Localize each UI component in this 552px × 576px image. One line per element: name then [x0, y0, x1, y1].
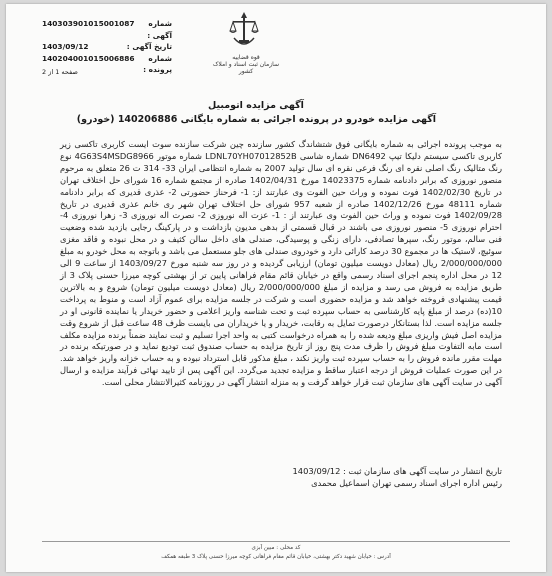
publish-date-line: تاریخ انتشار در سایت آگهی های سازمان ثبت : 1403/09/12	[292, 466, 502, 476]
meta-row-notice-number	[42, 18, 172, 41]
meta-label: تاریخ آگهی :	[126, 42, 172, 52]
signature-block	[256, 465, 502, 489]
meta-row-notice-date	[42, 41, 172, 53]
page-number: صفحه 1 از 2	[42, 68, 78, 76]
org-line-judiciary: قوه قضاییه	[232, 54, 260, 61]
footer	[42, 544, 510, 562]
meta-value: 1403/09/12	[42, 42, 89, 52]
judiciary-emblem-icon	[229, 10, 259, 50]
document-subtitle: آگهی مزایده خودرو در پرونده اجرائی به شماره بایگانی 140206886 (خودرو)	[76, 114, 436, 125]
notice-body-paragraph: به موجب پرونده اجرائی به شماره بایگانی فوق شتشاندگ کشور سازنده چین شرکت سازنده سوت ایست کاربری تاکسی زیر کاربری تاکسی سیستم دلیکا تیپ DN6492 شماره شاسی LDNL70YH07012852B شماره موتور 4G63S4MSDG8966 نوع رنگ متالیک رنگ اصلی نقره ای رنگ فرعی نقره ای سال تولید 2007 به شماره انتظامی ایران 33- 314 ت 26 متعلق به مرحوم منصور نوروزی که برابر دادنامه شماره 14023375 مورخ 1402/04/31 صادره از مجتمع شماره 16 شورای حل اختلاف تهران در تاریخ 1402/02/30 فوت نموده و وراث حین الفوت وی عبارتند از: 1- فرحناز حضورتی 2- عذری قدیری که برابر دادنامه شماره 48111 مورخ 1402/12/26 صادره از شعبه 957 شورای حل اختلاف تهران شهر ری خانم عذری قدیری در تاریخ 1402/09/28 فوت نموده و وراث حین الفوت وی عبارتند از : 1- عزت اله نوروزی 2- نصرت اله نوروزی 3- زهرا نوروزی 4- احترام نوروزی 5- منصور نوروزی می باشند در قبال قسمتی از بدهی مدیون بازداشت و در پارکینگ رجایی بازدید شده وضعیت فنی سالم، موتور رنگ، سپرها تصادفی، دارای زنگی و پوسیدگی، صندلی های داخل سالن کثیف و در محل نبوده و فاقد مغزی سوئیچ، لاستیک ها در مجموع 30 درصد کارائی دارد و خودروی صندلی های جلو مستعمل می باشد و باتوجه به محل خودرو به مبلغ 2/000/000/000 ریال (معادل دویست میلیون تومان) ارزیابی گردیده و در روز سه شنبه مورخ 1403/09/27 از ساعت 9 الی 12 در محل اداره پنجم اجرای اسناد رسمی واقع در خیابان قائم مقام فراهانی پایین تر از بهشتی کوچه میرزا حسنی پلاک 3 از طریق مزایده به فروش می رسد و مزایده از مبلغ 2/000/000/000 ریال (معادل دویست میلیون تومان) شروع و به بالاترین قیمت پیشنهادی فروخته خواهد شد و مزایده حضوری است و شرکت در جلسه مزایده برای عموم آزاد است و منوط به پرداخت 10(ده) درصد از مبلغ پایه کارشناسی به حساب سپرده ثبت و تحت شناسه واریز اعلامی و حضور خریدار یا نماینده قانونی او در جلسه مزایده است. لذا بستانکار درصورت تمایل به رقابت، خریدار و یا خریداران می بایست ظرف 48 ساعت قبل از شروع وقت مزایده اصل فیش واریزی مبلغ ودیعه شده را به همراه درخواست کتبی به واحد اجرا تسلیم و ثبت نمایند ضمناً برنده مزایده مکلف است مابه التفاوت مبلغ فروش را ظرف مدت پنج روز از تاریخ مزایده به حساب صندوق ثبت تودیع نماید و در صورتیکه برنده در مهلت مقرر مانده فروش را به حساب سپرده ثبت واریز نکند ، مبلغ مذکور قابل استرداد نبوده و به حساب خزانه واریز خواهد شد. در این صورت عملیات فروش از درجه اعتبار ساقط و مزایده تجدید می‌گردد. این آگهی پس از تایید نهائی فرآیند مزایده و ارسال آگهی در سایت آگهی های سازمان ثبت قرار خواهد گرفت و به منزله انتشار آگهی در روزنامه کثیرالانتشار محلی است.	[60, 139, 503, 388]
meta-value: 140204001015006886	[42, 53, 135, 63]
document-page	[6, 4, 546, 572]
signatory-line: رئیس اداره اجرای اسناد رسمی تهران اسماعیل محمدی	[311, 478, 502, 488]
document-title: آگهی مزایده اتومبیل	[208, 100, 304, 111]
meta-label: شماره آگهی :	[147, 19, 172, 40]
org-line-registry: سازمان ثبت اسناد و املاک کشور	[213, 61, 279, 75]
meta-value: 140303901015001087	[42, 19, 135, 28]
footer-line-1: کد محلی : مبین آبزی	[251, 545, 301, 551]
footer-address: آدرس : خیابان شهید دکتر بهشتی، خیابان قائم مقام فراهانی کوچه میرزا حسنی پلاک 3 طبقه همکف	[161, 554, 391, 560]
organization-name	[206, 54, 286, 75]
footer-divider	[42, 541, 510, 542]
meta-label: شماره پرونده :	[143, 53, 172, 75]
notice-body	[60, 139, 502, 389]
